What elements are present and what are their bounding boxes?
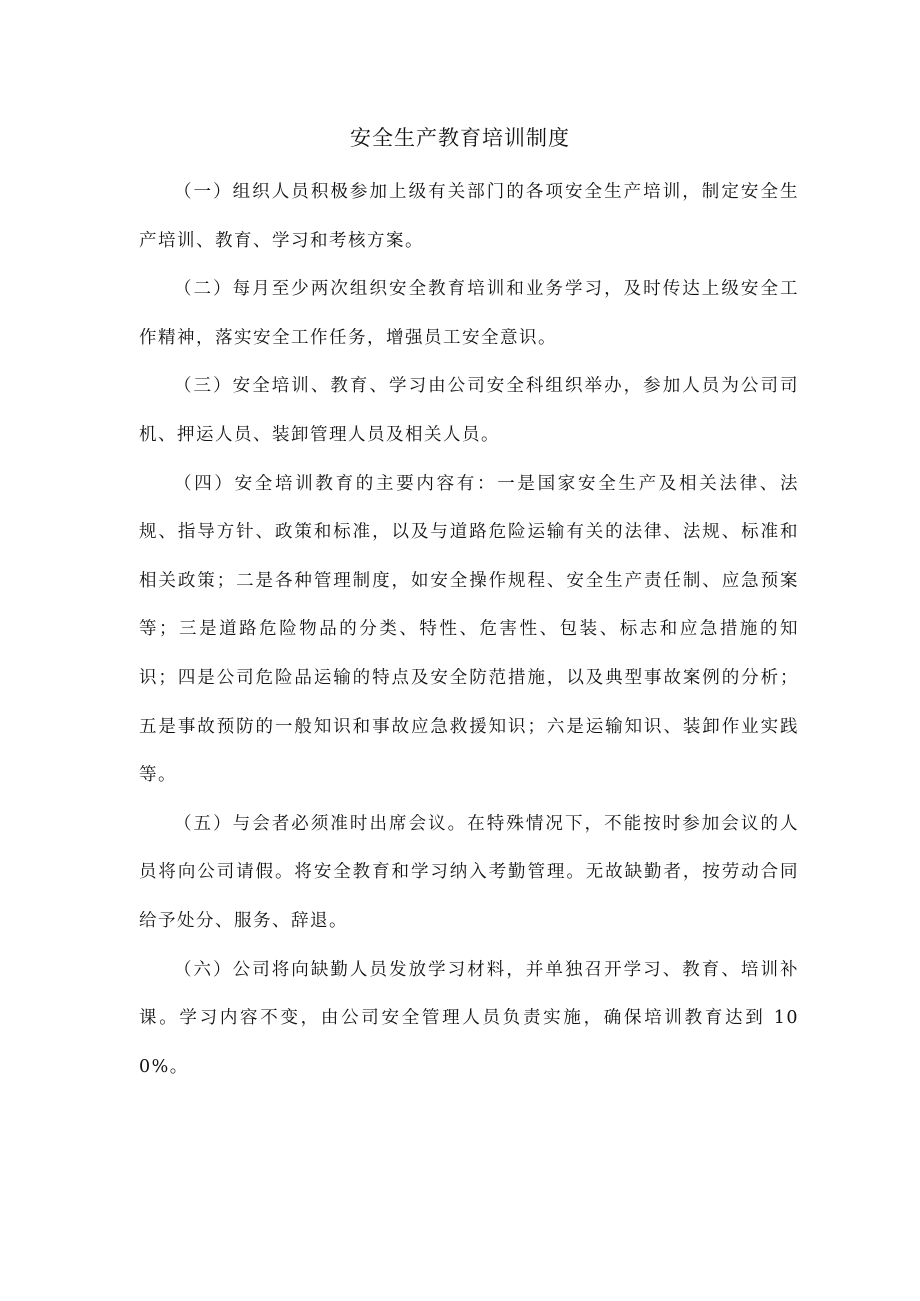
paragraph-3: （三）安全培训、教育、学习由公司安全科组织举办，参加人员为公司司机、押运人员、装卸管理人员及相关人员。 — [139, 376, 799, 445]
paragraph-1: （一）组织人员积极参加上级有关部门的各项安全生产培训，制定安全生产培训、教育、学习和考核方案。 — [139, 182, 799, 251]
paragraph-2: （二）每月至少两次组织安全教育培训和业务学习，及时传达上级安全工作精神，落实安全工作任务，增强员工安全意识。 — [139, 279, 799, 348]
paragraph-5: （五）与会者必须准时出席会议。在特殊情况下，不能按时参加会议的人员将向公司请假。将安全教育和学习纳入考勤管理。无故缺勤者，按劳动合同给予处分、服务、辞退。 — [139, 813, 799, 931]
document-title: 安全生产教育培训制度 — [350, 126, 570, 150]
document-body — [139, 168, 799, 1091]
paragraph-4: （四）安全培训教育的主要内容有：一是国家安全生产及相关法律、法规、指导方针、政策和标准，以及与道路危险运输有关的法律、法规、标准和相关政策；二是各种管理制度，如安全操作规程、安全生产责任制、应急预案等；三是道路危险物品的分类、特性、危害性、包装、标志和应急措施的知识；四是公司危险品运输的特点及安全防范措施，以及典型事故案例的分析；五是事故预防的一般知识和事故应急救援知识；六是运输知识、装卸作业实践等。 — [139, 473, 799, 786]
paragraph-6: （六）公司将向缺勤人员发放学习材料，并单独召开学习、教育、培训补课。学习内容不变，由公司安全管理人员负责实施，确保培训教育达到 100%。 — [139, 959, 799, 1077]
